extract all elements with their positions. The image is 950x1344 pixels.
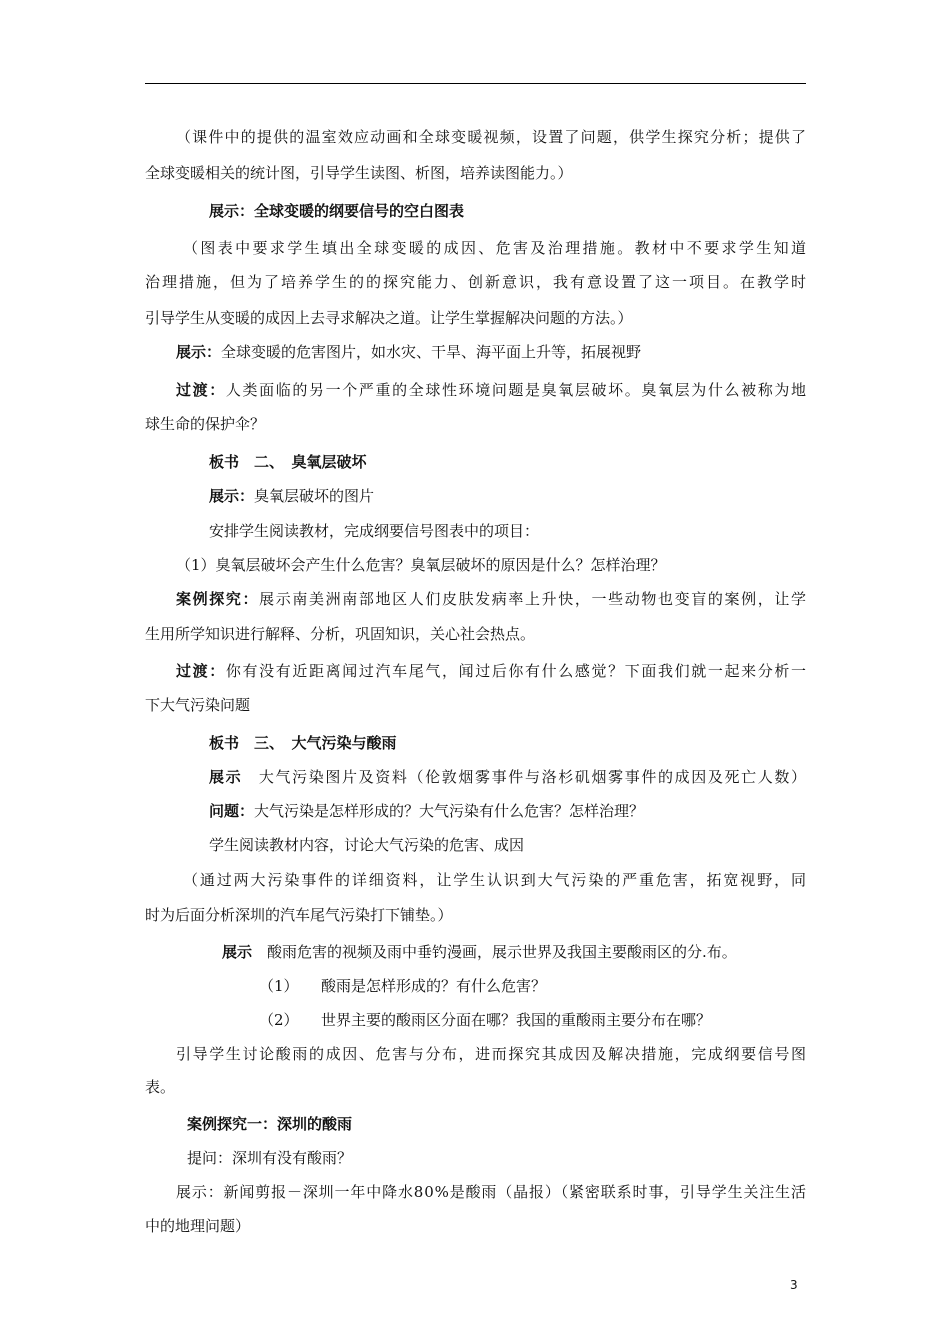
text-line [209,767,808,787]
bold-label: 过渡： [176,662,226,680]
text-run: 展示南美洲南部地区人们皮肤发病率上升快，一些动物也变盲的案例，让学 [259,590,808,608]
text-run: 你有没有近距离闻过汽车尾气，闻过后你有什么感觉？下面我们就一起来分析一 [225,662,808,680]
text-line [176,555,666,575]
text-run: （课件中的提供的温室效应动画和全球变暖视频，设置了问题，供学生探究分析；提供了 [176,128,808,146]
text-run: 引导学生从变暖的成因上去寻求解决之道。让学生掌握解决问题的方法。） [145,309,633,327]
text-line [176,661,808,681]
text-line [183,870,808,890]
text-run: 球生命的保护伞？ [145,415,266,433]
text-line [209,452,367,472]
text-line [259,976,546,996]
text-run: 中的地理问题） [145,1217,251,1235]
text-line [209,733,397,753]
text-line [176,380,808,400]
text-run: （图表中要求学生填出全球变暖的成因、危害及治理措施。教材中不要求学生知道 [183,239,809,257]
text-line [259,1010,711,1030]
text-run: 治理措施，但为了培养学生的的探究能力、创新意识，我有意设置了这一项目。在教学时 [145,273,809,291]
text-line [187,1114,352,1134]
text-line [209,486,374,506]
text-run: 臭氧层破坏的图片 [254,487,375,505]
text-line [222,942,737,962]
text-line [176,127,807,147]
bold-label: 板书 二、 臭氧层破坏 [209,453,367,471]
text-run: 人类面临的另一个严重的全球性环境问题是臭氧层破坏。臭氧层为什么被称为地 [225,381,808,399]
text-run: 酸雨危害的视频及雨中垂钓漫画，展示世界及我国主要酸雨区的分.布。 [267,943,737,961]
text-line [209,201,464,221]
text-line [209,835,524,855]
header-rule [145,83,806,84]
text-run: 大气污染图片及资料（伦敦烟雾事件与洛杉矶烟雾事件的成因及死亡人数） [258,768,808,786]
text-run: （通过两大污染事件的详细资料，让学生认识到大气污染的严重危害，拓宽视野，同 [183,871,808,889]
text-line [176,1182,807,1202]
text-run: 全球变暖相关的统计图，引导学生读图、析图，培养读图能力。） [145,164,573,182]
text-run: 安排学生阅读教材，完成纲要信号图表中的项目： [209,522,540,540]
text-line [145,905,453,925]
page-number: 3 [790,1278,798,1292]
text-line [176,342,641,362]
bold-label: 板书 三、 大气污染与酸雨 [209,734,397,752]
text-run: 引导学生讨论酸雨的成因、危害与分布，进而探究其成因及解决措施，完成纲要信号图 [176,1045,808,1063]
text-run: 生用所学知识进行解释、分析，巩固知识，关心社会热点。 [145,625,536,643]
text-run: 学生阅读教材内容，讨论大气污染的危害、成因 [209,836,525,854]
text-line [209,521,539,541]
bold-label: 展示 [222,943,268,961]
text-line [176,1044,808,1064]
bold-label: 展示：全球变暖的纲要信号的空白图表 [209,202,465,220]
text-run: （2） 世界主要的酸雨区分面在哪？我国的重酸雨主要分布在哪？ [259,1011,712,1029]
text-run: （1）臭氧层破坏会产生什么危害？臭氧层破坏的原因是什么？怎样治理？ [176,556,666,574]
text-run: 下大气污染问题 [145,696,251,714]
text-run: 全球变暖的危害图片，如水灾、干旱、海平面上升等，拓展视野 [221,343,642,361]
bold-label: 展示： [176,343,222,361]
text-line [183,238,808,258]
text-line [145,308,633,328]
text-line [145,272,808,292]
text-line [209,801,644,821]
text-line [176,589,808,609]
text-line [145,695,250,715]
text-run: 提问：深圳有没有酸雨？ [187,1149,353,1167]
bold-label: 问题： [209,802,255,820]
bold-label: 过渡： [176,381,226,399]
bold-label: 案例探究： [176,590,260,608]
text-run: 表。 [145,1078,176,1096]
text-line [145,1216,250,1236]
text-run: 大气污染是怎样形成的？大气污染有什么危害？怎样治理？ [254,802,645,820]
text-run: 时为后面分析深圳的汽车尾气污染打下铺垫。） [145,906,453,924]
text-run: （1） 酸雨是怎样形成的？有什么危害？ [259,977,547,995]
text-line [145,624,535,644]
text-run: 展示：新闻剪报－深圳一年中降水80%是酸雨（晶报）（紧密联系时事，引导学生关注生活 [176,1183,807,1201]
text-line [145,1077,175,1097]
text-line [187,1148,352,1168]
bold-label: 案例探究一：深圳的酸雨 [187,1115,353,1133]
text-line [145,414,265,434]
bold-label: 展示： [209,487,255,505]
bold-label: 展示 [209,768,259,786]
text-line [145,163,573,183]
